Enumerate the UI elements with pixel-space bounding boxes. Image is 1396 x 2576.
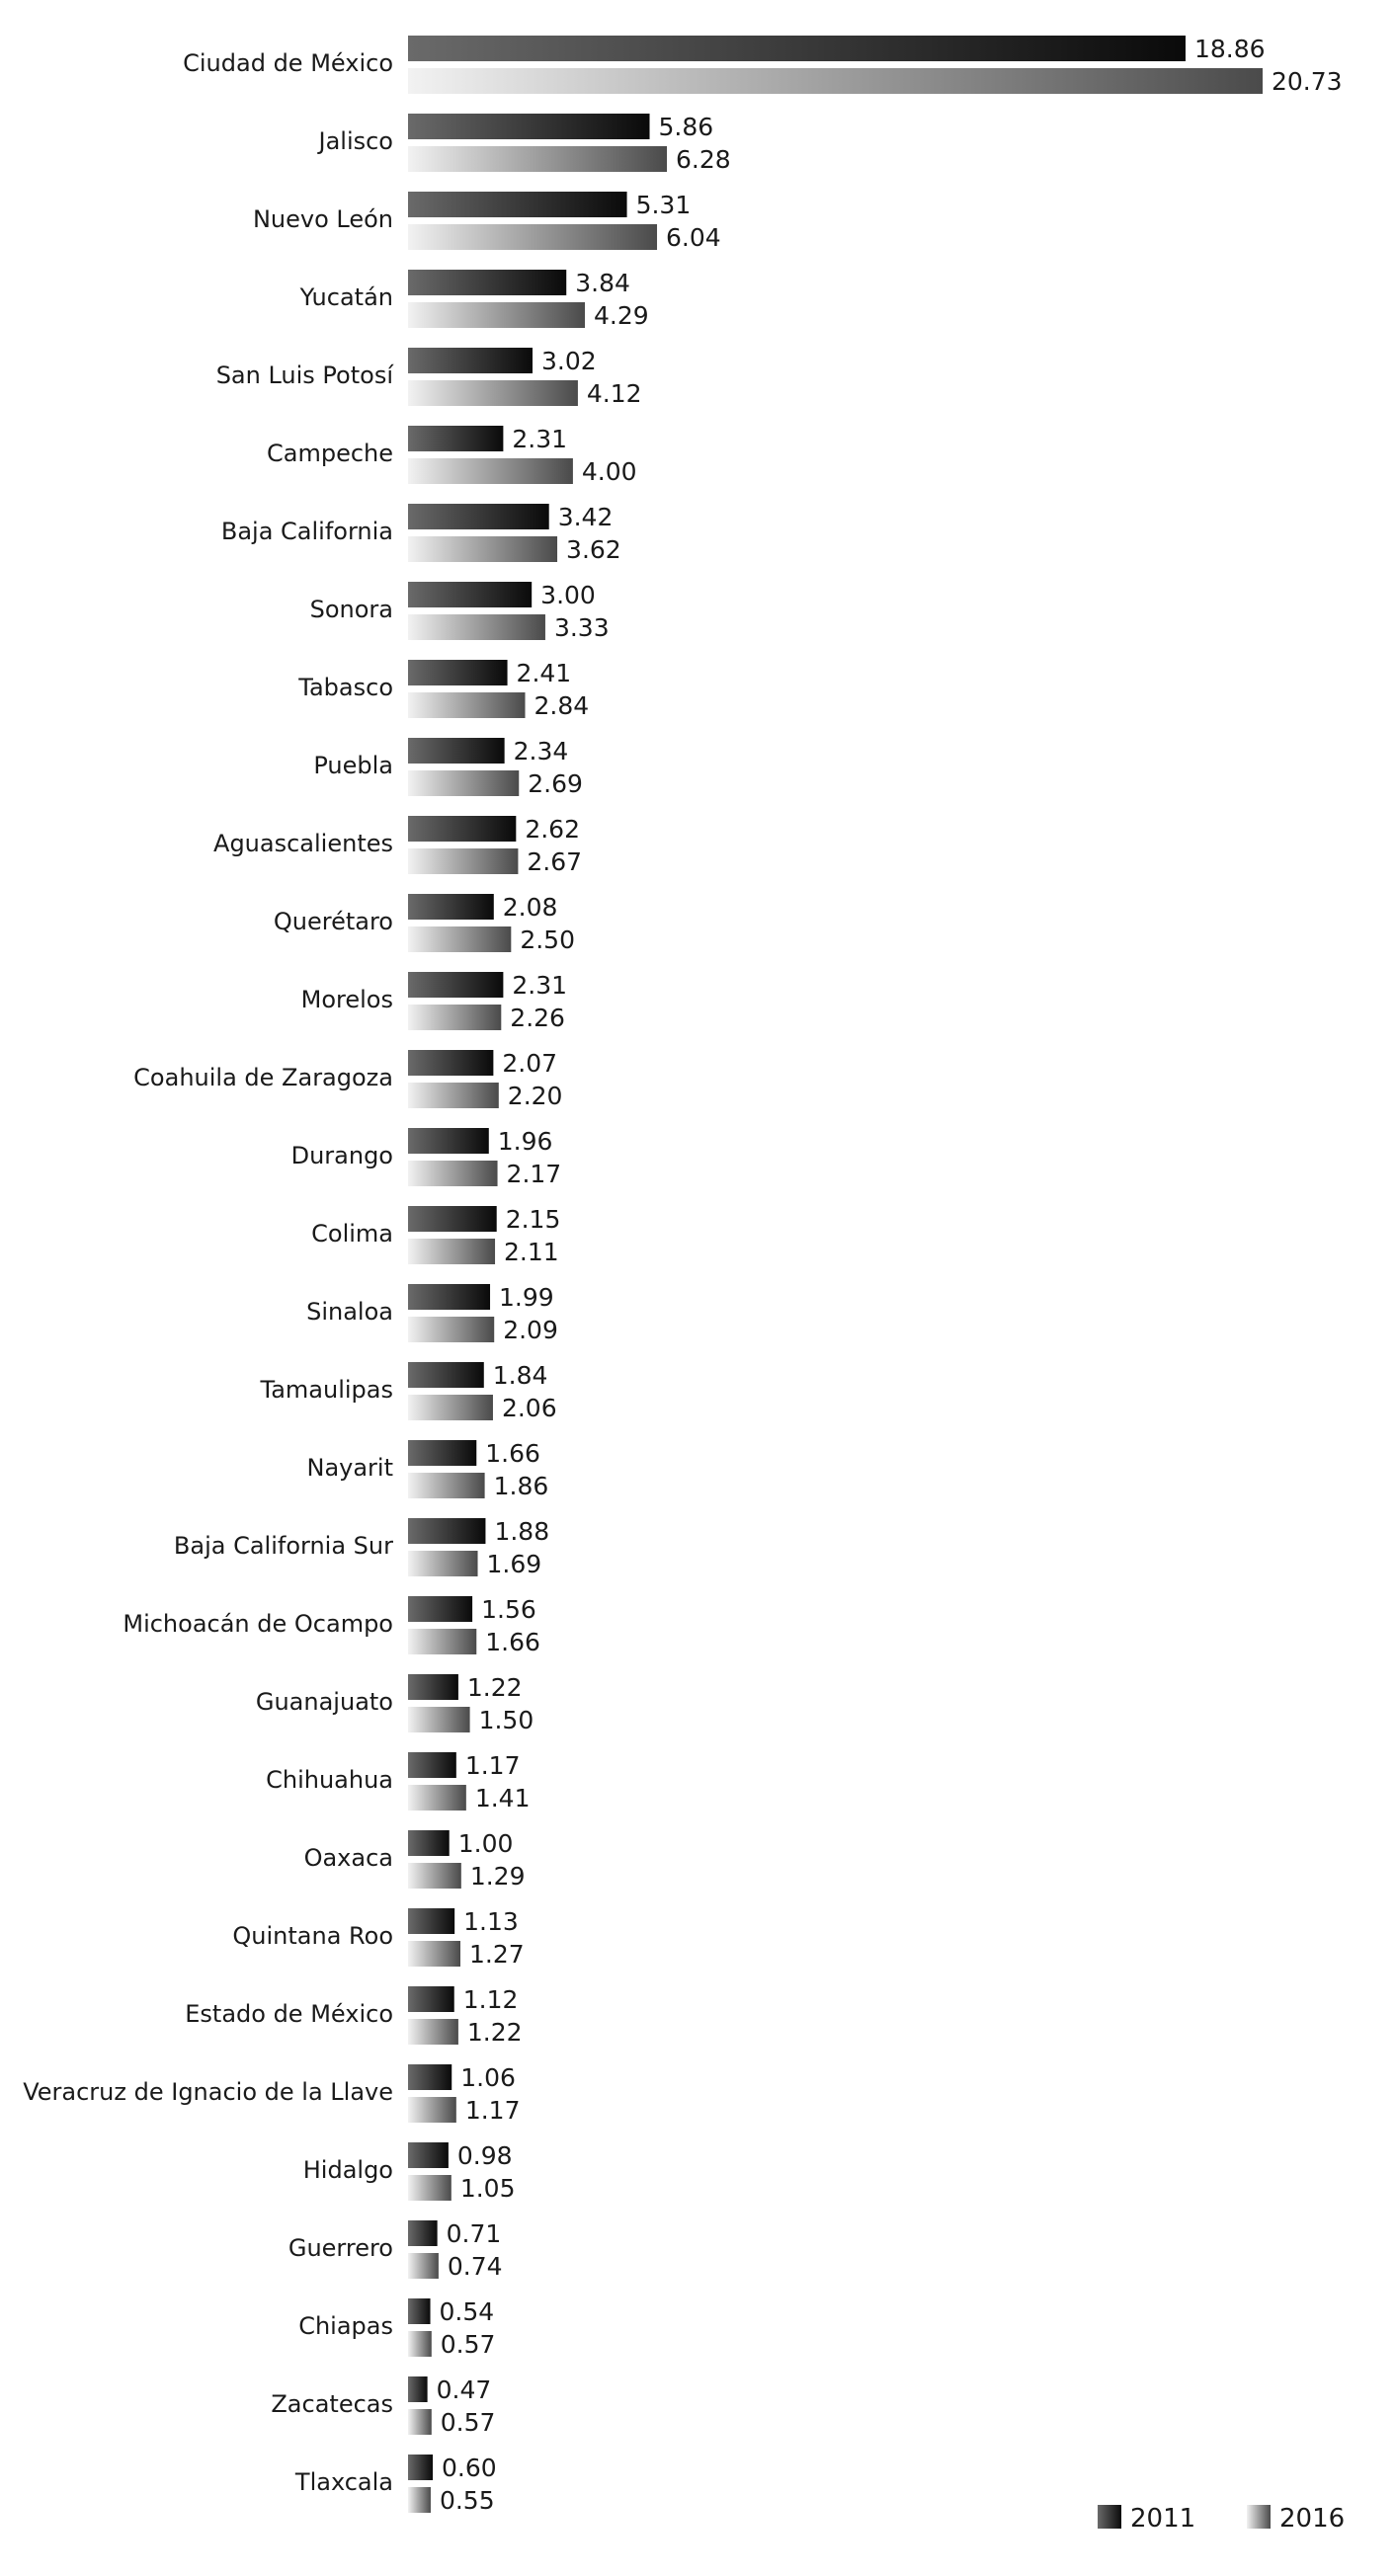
value-label-2016: 2.67 (527, 847, 583, 876)
bar-2016 (408, 1317, 494, 1342)
category-group (294, 2454, 497, 2515)
category-label: Estado de México (185, 2000, 393, 2028)
category-group (298, 2297, 495, 2359)
value-label-2011: 1.96 (497, 1127, 553, 1156)
category-group (311, 1205, 560, 1266)
bar-2011 (408, 36, 1186, 61)
bar-2011 (408, 1284, 490, 1310)
value-label-2011: 1.99 (499, 1283, 554, 1312)
category-group (306, 1439, 548, 1500)
category-label: Puebla (313, 752, 393, 779)
category-label: Tabasco (298, 674, 393, 701)
bar-2011 (408, 2455, 433, 2480)
category-label: Nayarit (306, 1454, 393, 1482)
category-group (266, 1751, 530, 1812)
bar-2016 (408, 2331, 432, 2357)
legend-label: 2011 (1130, 2504, 1196, 2534)
legend-item-2016 (1247, 2504, 1345, 2534)
legend-item-2011 (1098, 2504, 1195, 2534)
bar-2016 (408, 1941, 460, 1967)
bar-2016 (408, 1083, 499, 1108)
bar-2011 (408, 582, 532, 607)
category-label: Guanajuato (255, 1688, 393, 1716)
bar-2011 (408, 1674, 458, 1700)
category-label: Jalisco (318, 127, 393, 155)
value-label-2016: 0.74 (447, 2252, 503, 2281)
value-label-2016: 2.20 (507, 1082, 563, 1110)
bar-2011 (408, 1986, 454, 2012)
category-label: Querétaro (273, 908, 393, 935)
category-group (216, 347, 642, 408)
category-label: Campeche (266, 440, 393, 467)
value-label-2011: 1.84 (492, 1361, 548, 1390)
bar-2016 (408, 224, 657, 250)
bar-2016 (408, 1863, 461, 1889)
bar-2016 (408, 848, 518, 874)
category-group (133, 1049, 562, 1110)
bar-2016 (408, 692, 526, 718)
value-label-2016: 1.86 (493, 1472, 549, 1500)
bar-2011 (408, 2298, 431, 2324)
value-label-2016: 4.00 (581, 457, 637, 486)
bar-2016 (408, 2019, 458, 2045)
value-label-2016: 2.17 (506, 1160, 562, 1188)
bar-2016 (408, 380, 578, 406)
value-label-2011: 2.31 (512, 425, 568, 453)
value-label-2011: 1.06 (460, 2063, 516, 2092)
bar-2016 (408, 1395, 493, 1420)
category-label: Nuevo León (252, 205, 393, 233)
value-label-2011: 3.84 (575, 269, 630, 297)
value-label-2016: 3.33 (553, 613, 610, 642)
bar-2016 (408, 1707, 470, 1732)
bar-2016 (408, 926, 511, 952)
category-group (271, 2375, 495, 2437)
value-label-2011: 3.00 (540, 581, 596, 609)
bar-2011 (408, 270, 566, 295)
bar-2011 (408, 1362, 484, 1388)
category-label: Chihuahua (266, 1766, 393, 1794)
category-label: Sonora (309, 596, 393, 623)
bar-2016 (408, 614, 545, 640)
category-label: Veracruz de Ignacio de la Llave (23, 2078, 393, 2106)
category-label: Michoacán de Ocampo (123, 1610, 393, 1638)
bar-2011 (408, 660, 508, 685)
bar-2011 (408, 1596, 472, 1622)
category-label: Baja California (220, 518, 393, 545)
bar-2011 (408, 738, 505, 764)
bar-2011 (408, 2064, 452, 2090)
category-label: Baja California Sur (173, 1532, 393, 1560)
value-label-2011: 1.88 (494, 1517, 550, 1546)
bar-2016 (408, 2487, 431, 2513)
bar-2016 (408, 1785, 466, 1811)
category-group (306, 1283, 558, 1344)
bar-2011 (408, 2376, 428, 2402)
bar-2011 (408, 1908, 454, 1934)
value-label-2016: 2.50 (520, 926, 575, 954)
bar-2016 (408, 458, 573, 484)
value-label-2011: 1.17 (464, 1751, 521, 1780)
value-label-2011: 1.22 (466, 1673, 523, 1702)
value-label-2011: 3.02 (541, 347, 597, 375)
bar-2016 (408, 1551, 478, 1576)
category-group (185, 1985, 522, 2047)
bar-2016 (408, 2097, 456, 2123)
bar-2011 (408, 348, 533, 373)
value-label-2016: 1.50 (478, 1706, 534, 1734)
category-group (183, 35, 1342, 96)
bar-2011 (408, 504, 549, 529)
category-group (299, 269, 649, 330)
value-label-2016: 1.66 (485, 1628, 540, 1656)
bar-2016 (408, 2409, 432, 2435)
bars-layer (23, 35, 1342, 2515)
bar-2011 (408, 894, 494, 920)
bar-2011 (408, 972, 503, 998)
bar-2011 (408, 192, 627, 217)
bar-2011 (408, 1830, 450, 1856)
category-label: Ciudad de México (183, 49, 393, 77)
value-label-2011: 18.86 (1193, 35, 1266, 63)
value-label-2016: 2.11 (504, 1238, 559, 1266)
category-label: Durango (290, 1142, 393, 1169)
value-label-2011: 5.86 (658, 113, 714, 141)
category-group (303, 2141, 516, 2203)
legend-label: 2016 (1279, 2504, 1346, 2534)
category-label: Quintana Roo (232, 1922, 393, 1950)
category-group (267, 425, 637, 486)
value-label-2011: 2.07 (502, 1049, 558, 1078)
bar-2011 (408, 426, 503, 451)
value-label-2011: 2.34 (513, 737, 569, 765)
bar-2016 (408, 1473, 485, 1498)
value-label-2011: 5.31 (635, 191, 692, 219)
value-label-2011: 1.12 (462, 1985, 519, 2014)
value-label-2016: 4.29 (594, 301, 649, 330)
bar-2011 (408, 114, 650, 139)
value-label-2011: 0.71 (446, 2219, 502, 2248)
category-label: Guerrero (287, 2234, 393, 2262)
bar-2011 (408, 1050, 493, 1076)
bar-2016 (408, 1629, 476, 1654)
category-label: Coahuila de Zaragoza (133, 1064, 393, 1091)
category-group (213, 815, 582, 876)
value-label-2016: 2.84 (534, 691, 590, 720)
bar-2011 (408, 816, 516, 842)
value-label-2011: 0.47 (436, 2375, 492, 2404)
category-group (174, 1517, 549, 1578)
category-label: Colima (311, 1220, 393, 1248)
bar-2011 (408, 1440, 476, 1466)
value-label-2016: 0.57 (440, 2330, 496, 2359)
category-group (316, 113, 730, 174)
bar-2016 (408, 770, 519, 796)
category-label: San Luis Potosí (215, 362, 393, 389)
bar-2011 (408, 1128, 489, 1154)
bar-2016 (408, 68, 1263, 94)
bar-2016 (408, 1161, 498, 1186)
value-label-2016: 2.69 (528, 769, 583, 798)
value-label-2016: 20.73 (1272, 67, 1343, 96)
category-label: Hidalgo (302, 2156, 393, 2184)
legend (1098, 2504, 1345, 2534)
value-label-2011: 1.00 (457, 1829, 514, 1858)
category-group (260, 1361, 557, 1422)
value-label-2016: 1.41 (474, 1784, 531, 1812)
value-label-2011: 2.15 (505, 1205, 561, 1234)
value-label-2011: 2.31 (512, 971, 568, 1000)
category-group (304, 1829, 526, 1891)
bar-2011 (408, 2142, 449, 2168)
bar-2016 (408, 146, 667, 172)
value-label-2016: 2.09 (503, 1316, 558, 1344)
value-label-2011: 2.41 (516, 659, 572, 687)
category-group (274, 893, 575, 954)
value-label-2016: 1.17 (464, 2096, 521, 2125)
value-label-2016: 1.27 (468, 1940, 525, 1969)
value-label-2011: 0.54 (439, 2297, 495, 2326)
bar-2011 (408, 1518, 485, 1544)
bar-2011 (408, 1206, 497, 1232)
category-group (297, 659, 589, 720)
value-label-2011: 0.98 (456, 2141, 513, 2170)
bar-2016 (408, 2253, 439, 2279)
value-label-2016: 2.26 (510, 1004, 565, 1032)
category-label: Oaxaca (303, 1844, 393, 1872)
bar-2016 (408, 536, 557, 562)
value-label-2011: 3.42 (557, 503, 614, 531)
legend-swatch (1247, 2505, 1271, 2529)
bar-2016 (408, 2175, 452, 2201)
category-label: Sinaloa (306, 1298, 393, 1326)
category-group (221, 503, 621, 564)
category-label: Zacatecas (271, 2390, 393, 2418)
category-group (253, 191, 721, 252)
bar-2016 (408, 302, 585, 328)
value-label-2016: 1.05 (459, 2174, 516, 2203)
category-group (232, 1907, 524, 1969)
value-label-2011: 2.08 (502, 893, 558, 922)
bar-2011 (408, 2220, 438, 2246)
value-label-2011: 1.66 (485, 1439, 540, 1468)
category-group (23, 2063, 520, 2125)
category-label: Aguascalientes (213, 830, 393, 857)
category-group (291, 1127, 562, 1188)
value-label-2016: 0.57 (440, 2408, 496, 2437)
category-label: Tamaulipas (260, 1376, 393, 1404)
value-label-2016: 1.69 (486, 1550, 542, 1578)
category-group (288, 2219, 503, 2281)
category-group (313, 737, 583, 798)
category-group (301, 971, 567, 1032)
category-group (123, 1595, 540, 1656)
category-label: Morelos (300, 986, 393, 1013)
category-label: Yucatán (299, 283, 393, 311)
value-label-2016: 1.22 (466, 2018, 523, 2047)
value-label-2016: 6.04 (666, 223, 721, 252)
category-label: Tlaxcala (294, 2468, 393, 2496)
bar-2011 (408, 1752, 456, 1778)
category-group (256, 1673, 534, 1734)
bar-2016 (408, 1005, 501, 1030)
value-label-2016: 4.12 (586, 379, 642, 408)
value-label-2011: 0.60 (442, 2454, 497, 2482)
category-label: Chiapas (298, 2312, 393, 2340)
value-label-2011: 1.56 (481, 1595, 536, 1624)
value-label-2016: 2.06 (501, 1394, 557, 1422)
value-label-2016: 1.29 (469, 1862, 526, 1891)
legend-swatch (1098, 2505, 1121, 2529)
value-label-2016: 3.62 (566, 535, 621, 564)
bar-2016 (408, 1239, 495, 1264)
value-label-2016: 0.55 (439, 2486, 495, 2515)
value-label-2016: 6.28 (676, 145, 731, 174)
value-label-2011: 1.13 (463, 1907, 519, 1936)
category-group (310, 581, 610, 642)
value-label-2011: 2.62 (525, 815, 580, 844)
